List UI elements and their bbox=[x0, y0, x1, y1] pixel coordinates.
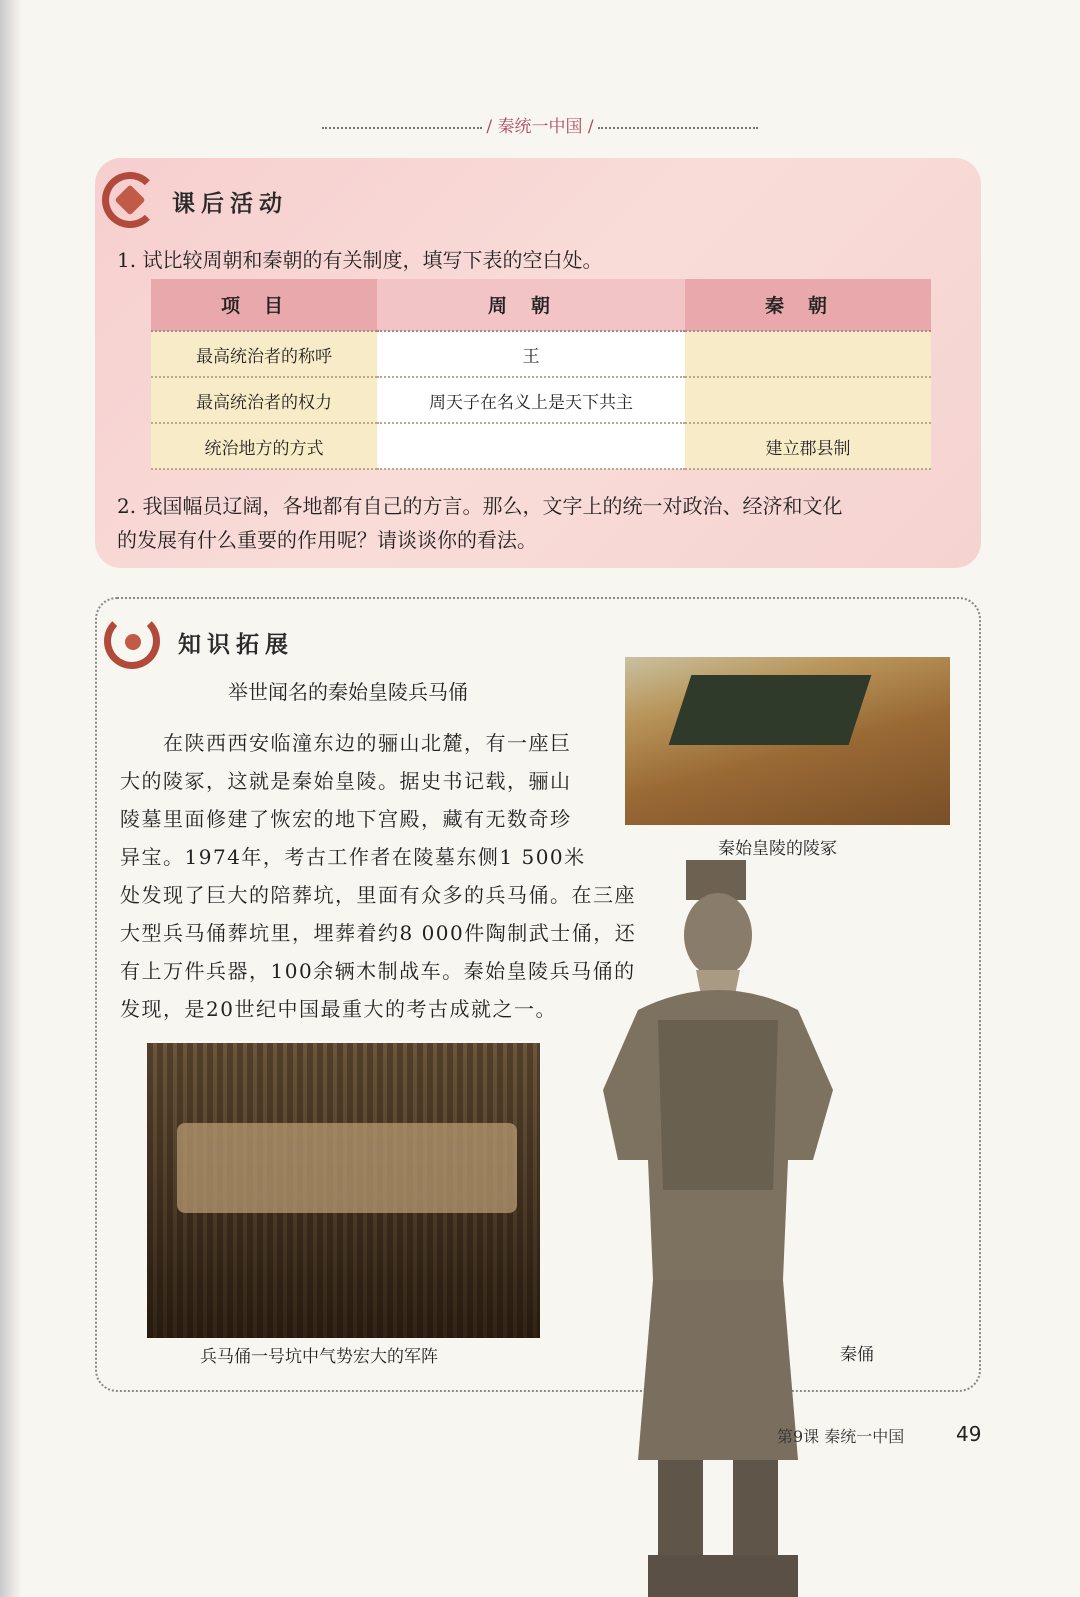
paragraph-line: 异宝。1974年，考古工作者在陵墓东侧1 500米 bbox=[120, 845, 586, 869]
paragraph-line: 有上万件兵器，100余辆木制战车。秦始皇陵兵马俑的 bbox=[120, 959, 636, 983]
cell: 王 bbox=[377, 331, 685, 377]
table-row bbox=[151, 423, 931, 469]
activity-icon bbox=[102, 172, 158, 228]
terracotta-pit-photo bbox=[147, 1043, 540, 1338]
activity-title: 课后活动 bbox=[172, 191, 288, 217]
cell: 最高统治者的称呼 bbox=[151, 331, 377, 377]
paragraph-line: 在陕西西安临潼东边的骊山北麓，有一座巨 bbox=[120, 731, 572, 755]
question-2-line2: 的发展有什么重要的作用呢？请谈谈你的看法。 bbox=[117, 528, 537, 552]
mausoleum-caption: 秦始皇陵的陵冢 bbox=[718, 839, 837, 859]
blank-cell[interactable] bbox=[685, 377, 931, 423]
table-header-row bbox=[151, 279, 931, 331]
header-zhou: 周朝 bbox=[377, 279, 685, 331]
cell: 建立郡县制 bbox=[685, 423, 931, 469]
cell: 最高统治者的权力 bbox=[151, 377, 377, 423]
paragraph-line: 陵墓里面修建了恢宏的地下宫殿，藏有无数奇珍 bbox=[120, 807, 572, 831]
question-2-line1: 2. 我国幅员辽阔，各地都有自己的方言。那么，文字上的统一对政治、经济和文化 bbox=[117, 494, 843, 518]
paragraph-line: 处发现了巨大的陪葬坑，里面有众多的兵马俑。在三座 bbox=[120, 883, 636, 907]
cell: 周天子在名义上是天下共主 bbox=[377, 377, 685, 423]
terracotta-warrior-image bbox=[598, 860, 838, 1597]
blank-cell[interactable] bbox=[685, 331, 931, 377]
pit-caption: 兵马俑一号坑中气势宏大的军阵 bbox=[200, 1347, 438, 1367]
warrior-caption: 秦俑 bbox=[840, 1345, 874, 1365]
paragraph-line: 大的陵冢，这就是秦始皇陵。据史书记载，骊山 bbox=[120, 769, 572, 793]
knowledge-title: 知识拓展 bbox=[178, 632, 294, 658]
comparison-table bbox=[151, 279, 931, 470]
running-head: / 秦统一中国 / bbox=[310, 112, 770, 137]
running-head-text: 秦统一中国 bbox=[497, 117, 583, 137]
blank-cell[interactable] bbox=[377, 423, 685, 469]
article-title: 举世闻名的秦始皇陵兵马俑 bbox=[228, 680, 468, 704]
header-qin: 秦朝 bbox=[685, 279, 931, 331]
page-edge-shadow bbox=[0, 0, 22, 1597]
knowledge-icon bbox=[104, 613, 160, 669]
mausoleum-photo bbox=[625, 657, 950, 825]
cell: 统治地方的方式 bbox=[151, 423, 377, 469]
paragraph-line: 发现，是20世纪中国最重大的考古成就之一。 bbox=[120, 997, 557, 1021]
question-1: 1. 试比较周朝和秦朝的有关制度，填写下表的空白处。 bbox=[117, 248, 603, 272]
table-row bbox=[151, 377, 931, 423]
page-number: 49 bbox=[956, 1422, 982, 1446]
table-row bbox=[151, 331, 931, 377]
header-item: 项目 bbox=[151, 279, 377, 331]
footer-lesson: 第9课 秦统一中国 bbox=[777, 1427, 905, 1446]
paragraph-line: 大型兵马俑葬坑里，埋葬着约8 000件陶制武士俑，还 bbox=[120, 921, 637, 945]
